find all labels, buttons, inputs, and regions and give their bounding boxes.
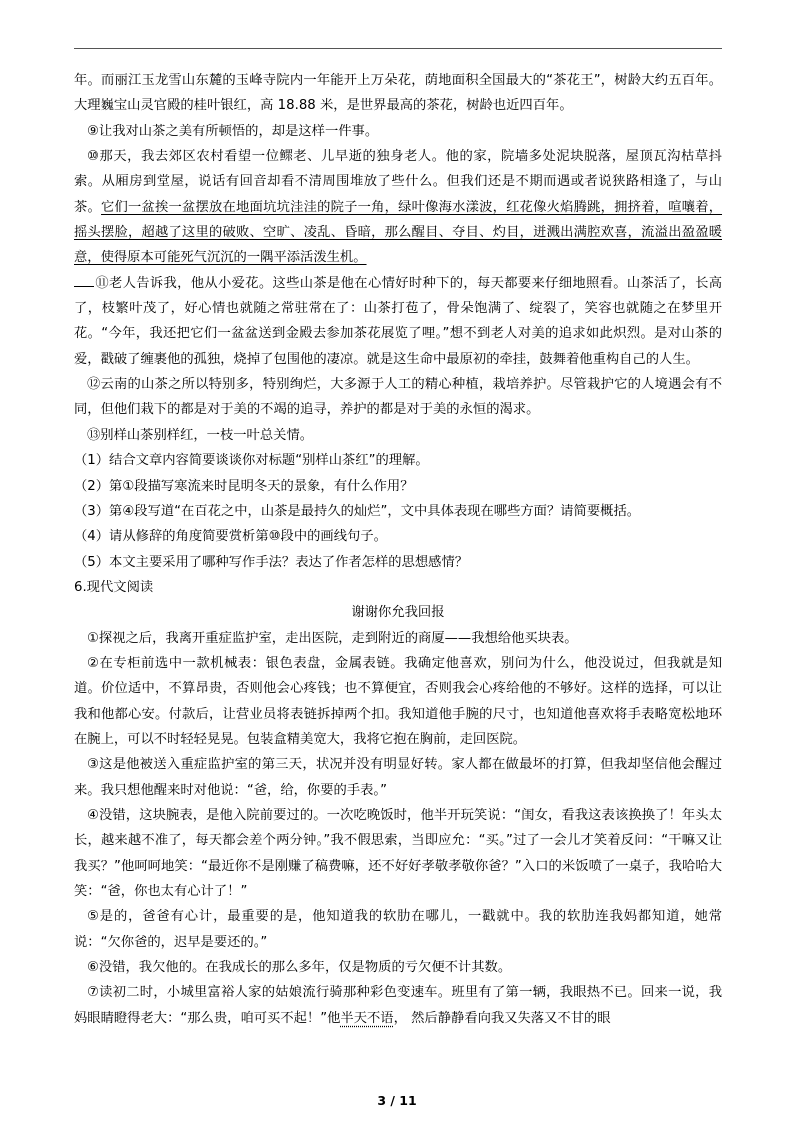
section6-paragraph-6: ⑥没错，我欠他的。在我成长的那么多年，仅是物质的亏欠便不计其数。 bbox=[87, 960, 512, 976]
paragraph-9: ⑨让我对山茶之美有所顿悟的，却是这样一件事。 bbox=[87, 123, 379, 139]
dotted-emphasis: 半天不语 bbox=[340, 1010, 394, 1026]
section6-paragraph-4: ④没错，这块腕表，是他入院前要过的。一次吃晚饭时，他半开玩笑说：“闺女，看我这表该换换了！年头太长，越来越不准了，每天都会差个两分钟。”我不假思索，当即应允：“买。”过了一会儿才笑着反问：“干嘛又让我买？”他呵呵地笑：“最近你不是刚赚了稿费嘛，还不好好孝敬孝敬你爸？”入口的米饭喷了一桌子，我哈哈大笑：“爸，你也太有心计了！” bbox=[74, 807, 722, 899]
underlined-sentence: 它们一盆挨一盆摆放在地面坑坑洼洼的院子一角，绿叶像海水漾波，红花像火焰腾跳，拥挤着，喧嚷着，摇头摆脸，超越了这里的破败、空旷、凌乱、昏暗，那么醒目、夺目、灼目，迸溅出满腔欢喜，流溢出盈盈暖意，使得原本可能死气沉沉的一隅平添活泼生机。 bbox=[74, 199, 723, 266]
paragraph-11 bbox=[74, 271, 722, 372]
paragraph-11-text: ⑪老人告诉我，他从小爱花。这些山茶是他在心情好时种下的，每天都要来仔细地照看。山茶活了，长高了，枝繁叶茂了，好心情也就随之常驻常在了：山茶打苞了，骨朵饱满了、绽裂了，笑容也就随之在梦里开花。“今年，我还把它们一盆盆送到金殿去参加茶花展览了哩。”想不到老人对美的追求如此炽烈。是对山茶的爱，戳破了缠裹他的孤独，烧掉了包围他的凄凉。就是这生命中最原初的牵挂，鼓舞着他重构自己的人生。 bbox=[74, 275, 722, 367]
answer-blank bbox=[74, 274, 94, 287]
question-3: （3）第④段写道“在百花之中，山茶是最持久的灿烂”，文中具体表现在哪些方面？请简要概括。 bbox=[74, 503, 641, 519]
paragraph-10 bbox=[74, 144, 722, 271]
question-5: （5）本文主要采用了哪种写作手法？表达了作者怎样的思想感情？ bbox=[74, 554, 469, 570]
paragraph-10-text: ⑩那天，我去郊区农村看望一位鳏老、儿早逝的独身老人。他的家，院墙多处泥块脱落，屋顶瓦沟枯草抖索。从厢房到堂屋，说话有回音却看不清周围堆放了些什么。但我们还是不期而遇或者说狭路相逢了，与山茶。 bbox=[74, 149, 722, 215]
intro-paragraph: 年。而丽江玉龙雪山东麓的玉峰寺院内一年能开上万朵花，荫地面积全国最大的“茶花王”，树龄大约五百年。大理巍宝山灵官殿的桂叶银红，高 18.88 米，是世界最高的茶花，树龄也近四百年。 bbox=[74, 73, 722, 114]
section-heading: 6.现代文阅读 bbox=[74, 579, 154, 595]
paragraph-13: ⑬别样山茶别样红，一枝一叶总关情。 bbox=[87, 427, 314, 443]
section6-paragraph-7 bbox=[74, 980, 722, 1031]
question-1: （1）结合文章内容简要谈谈你对标题“别样山茶红”的理解。 bbox=[74, 453, 429, 469]
section6-paragraph-5: ⑤是的，爸爸有心计，最重要的是，他知道我的软肋在哪儿，一戳就中。我的软肋连我妈都知道，她常说：“欠你爸的，迟早是要还的。” bbox=[74, 909, 722, 950]
section6-paragraph-1: ①探视之后，我离开重症监护室，走出医院，走到附近的商厦——我想给他买块表。 bbox=[87, 630, 578, 646]
page-number: 3 / 11 bbox=[377, 1093, 417, 1108]
article-title: 谢谢你允我回报 bbox=[351, 605, 445, 621]
section6-paragraph-3: ③这是他被送入重症监护室的第三天，状况并没有明显好转。家人都在做最坏的打算，但我却坚信他会醒过来。我只想他醒来时对他说：“爸，给，你要的手表。” bbox=[74, 757, 722, 798]
header-rule bbox=[74, 48, 722, 49]
section6-paragraph-7-tail: ， 然后静静看向我又失落又不甘的眼 bbox=[393, 1010, 611, 1026]
question-4: （4）请从修辞的角度简要赏析第⑩段中的画线句子。 bbox=[74, 529, 387, 545]
section6-paragraph-7-text: ⑦读初二时，小城里富裕人家的姑娘流行骑那种彩色变速车。班里有了第一辆，我眼热不已。回来一说，我妈眼睛瞪得老大：“那么贵，咱可买不起！”他 bbox=[74, 985, 722, 1026]
document-body bbox=[74, 68, 722, 1031]
paragraph-12: ⑫云南的山茶之所以特别多，特别绚烂，大多源于人工的精心种植，栽培养护。尽管栽护它的人境遇会有不同，但他们栽下的都是对于美的不竭的追寻，养护的都是对于美的永恒的渴求。 bbox=[74, 377, 722, 418]
question-2: （2）第①段描写寒流来时昆明冬天的景象，有什么作用？ bbox=[74, 478, 414, 494]
section6-paragraph-2: ②在专柜前选中一款机械表：银色表盘，金属表链。我确定他喜欢，别问为什么，他没说过，但我就是知道。价位适中，不算昂贵，否则他会心疼钱；也不算便宜，否则我会心疼给他的不够好。这样的选择，可以让我和他都心安。付款后，让营业员将表链拆掉两个扣。我知道他手腕的尺寸，也知道他喜欢将手表略宽松地环在腕上，可以不时轻轻晃晃。包装盒精美宽大，我将它抱在胸前，走回医院。 bbox=[74, 655, 722, 747]
